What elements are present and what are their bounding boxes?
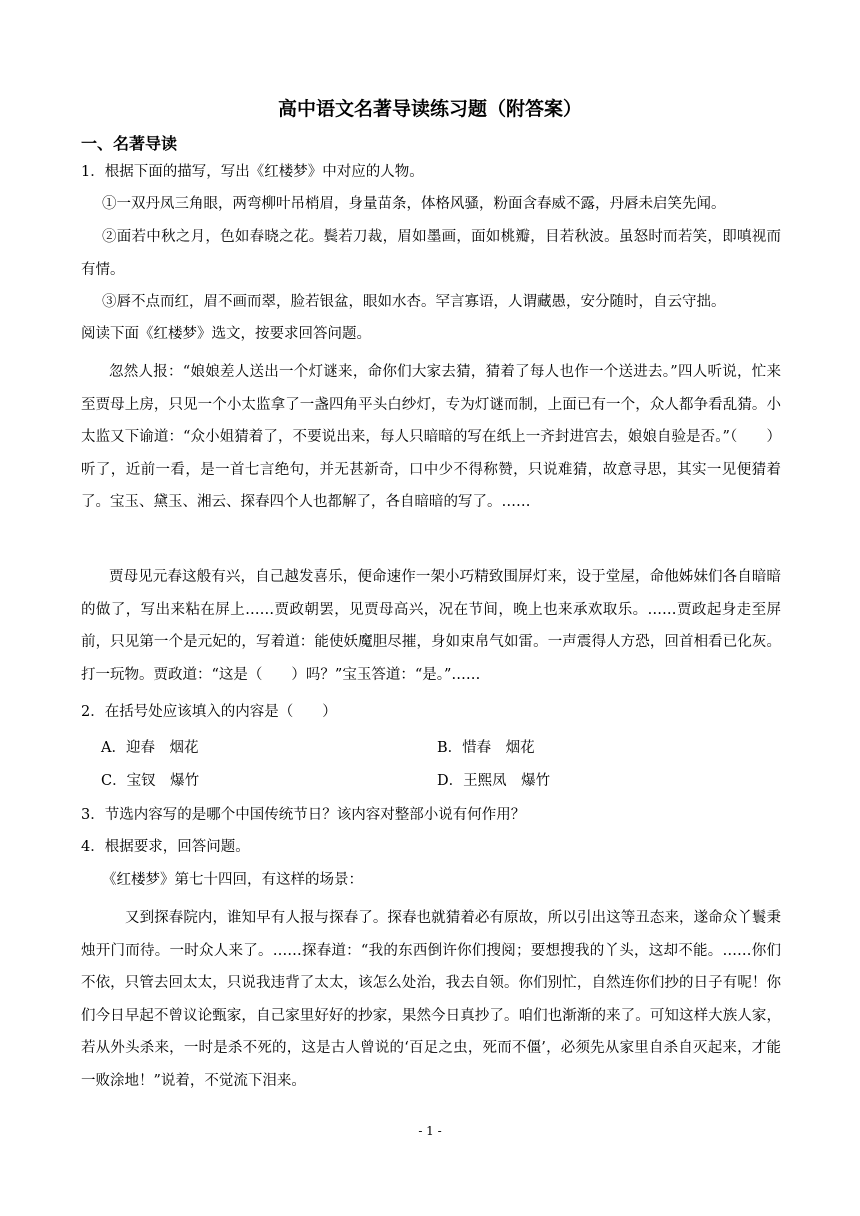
option-b: B．惜春 烟花	[437, 740, 535, 756]
passage-1: 忽然人报：“娘娘差人送出一个灯谜来，命你们大家去猜，猜着了每人也作一个送进去。”四人听说，忙来至贾母上房，只见一个小太监拿了一盏四角平头白纱灯，专为灯谜而制，上面已有一个，众人都争看乱猜。小太监又下谕道：“众小姐猜着了，不要说出来，每人只暗暗的写在纸上一齐封进宫去，娘娘自验是否。”（ ）听了，近前一看，是一首七言绝句，并无甚新奇，口中少不得称赞，只说难猜，故意寻思，其实一见便猜着了。宝玉、黛玉、湘云、探春四个人也都解了，各自暗暗的写了。……	[81, 364, 781, 510]
option-d: D．王熙凤 爆竹	[437, 773, 551, 789]
q1-item-2: ②面若中秋之月，色如春晓之花。鬓若刀裁，眉如墨画，面如桃瓣，目若秋波。虽怒时而若笑，即嗔视而有情。	[81, 229, 781, 278]
reading-intro: 阅读下面《红楼梦》选文，按要求回答问题。	[81, 326, 371, 342]
page-title: 高中语文名著导读练习题（附答案）	[277, 98, 582, 120]
passage-2: 贾母见元春这般有兴，自己越发喜乐，便命速作一架小巧精致围屏灯来，设于堂屋，命他姊妹们各自暗暗的做了，写出来粘在屏上……贾政朝罢，见贾母高兴，况在节间，晚上也来承欢取乐。……贾政起身走至屏前，只见第一个是元妃的，写着道：能使妖魔胆尽摧，身如束帛气如雷。一声震得人方恐，回首相看已化灰。打一玩物。贾政道：“这是（ ）吗？”宝玉答道：“是。”……	[81, 569, 781, 683]
question-1: 1．根据下面的描写，写出《红楼梦》中对应的人物。	[81, 164, 424, 180]
passage-3: 又到探春院内，谁知早有人报与探春了。探春也就猜着必有原故，所以引出这等丑态来，遂命众丫鬟秉烛开门而待。一时众人来了。……探春道：“我的东西倒许你们搜阅；要想搜我的丫头，这却不能。……你们不依，只管去回太太，只说我违背了太太，该怎么处治，我去自领。你们别忙，自然连你们抄的日子有呢！你们今日早起不曾议论甄家，自己家里好好的抄家，果然今日真抄了。咱们也渐渐的来了。可知这样大族人家，若从外头杀来，一时是杀不死的，这是古人曾说的‘百足之虫，死而不僵’，必须先从家里自杀自灭起来，才能一败涂地！”说着，不觉流下泪来。	[81, 910, 781, 1089]
q1-item-3: ③唇不点而红，眉不画而翠，脸若银盆，眼如水杏。罕言寡语，人谓藏愚，安分随时，自云守拙。	[102, 294, 726, 310]
question-3: 3．节选内容写的是哪个中国传统节日？该内容对整部小说有何作用？	[81, 807, 526, 823]
option-c: C．宝钗 爆竹	[101, 773, 200, 789]
option-a: A．迎春 烟花	[101, 740, 199, 756]
page-number: - 1 -	[418, 1124, 442, 1138]
section-heading: 一、名著导读	[81, 134, 178, 153]
q1-item-1: ①一双丹凤三角眼，两弯柳叶吊梢眉，身量苗条，体格风骚，粉面含春威不露，丹唇未启笑先闻。	[102, 196, 726, 212]
question-2: 2．在括号处应该填入的内容是（ ）	[81, 704, 337, 720]
q4-intro: 《红楼梦》第七十四回，有这样的场景：	[102, 872, 363, 888]
question-4: 4．根据要求，回答问题。	[81, 839, 250, 855]
